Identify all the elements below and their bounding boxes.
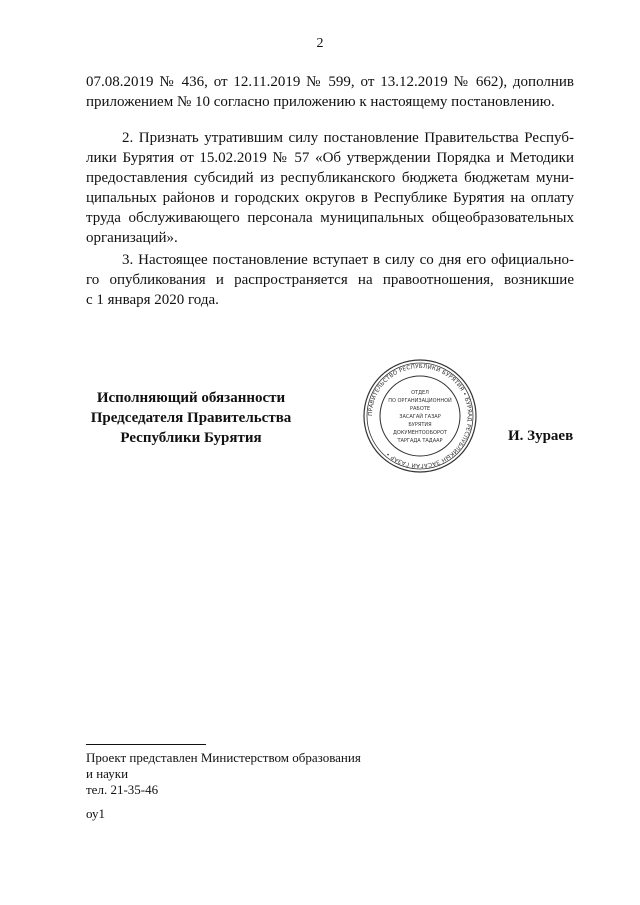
signatory-name: И. Зураев [508, 428, 574, 444]
signatory-title-line: Республики Бурятия [120, 430, 262, 446]
item-2-line: 2. Признать утратившим силу постановление Правительства Респуб- [122, 130, 574, 146]
footnote-line: Проект представлен Министерством образования [86, 750, 361, 765]
item-3-line: 3. Настоящее постановление вступает в силу со дня его официально- [122, 252, 574, 268]
seal-center-line: ПО ОРГАНИЗАЦИОННОЙ [388, 398, 452, 404]
item-2-line: предоставления субсидий из республиканского бюджета бюджетам муни- [86, 170, 574, 186]
seal-center-line: БУРЯТИЯ [408, 422, 432, 428]
signatory-title-line: Председателя Правительства [90, 410, 292, 426]
item-2-line: организаций». [86, 230, 178, 246]
item-3-line: с 1 января 2020 года. [86, 292, 219, 308]
body-line: 07.08.2019 № 436, от 12.11.2019 № 599, от 13.12.2019 № 662), дополнив [86, 74, 574, 90]
footnote-line: тел. 21-35-46 [86, 782, 159, 797]
seal-center-line: ТАРГАДА ТАДААР [397, 438, 443, 444]
body-line: приложением № 10 согласно приложению к настоящему постановлению. [86, 94, 555, 110]
item-2-line: труда обслуживающего персонала муниципальных общеобразовательных [86, 210, 574, 226]
seal-center-line: ОТДЕЛ [411, 390, 429, 396]
seal-ring-text: ПРАВИТЕЛЬСТВО РЕСПУБЛИКИ БУРЯТИЯ • БУРЯАД РЕСПУБЛИКЫН ЗАСАГАЙ ГАЗАР • [367, 363, 473, 469]
seal-center-line: ЗАСАГАЙ ГАЗАР [399, 414, 441, 420]
seal-center-line: ДОКУМЕНТООБОРОТ [393, 430, 447, 436]
footnote-divider [86, 744, 206, 745]
item-2-line: лики Бурятия от 15.02.2019 № 57 «Об утверждении Порядка и Методики [86, 150, 574, 166]
document-code: оу1 [86, 806, 106, 821]
official-seal [362, 358, 478, 474]
page-number: 2 [316, 36, 324, 51]
signatory-title-line: Исполняющий обязанности [96, 390, 286, 406]
item-3-line: го опубликования и распространяется на правоотношения, возникшие [86, 272, 574, 288]
item-2-line: ципальных районов и городских округов в Республике Бурятия на оплату [86, 190, 574, 206]
signatory-title [86, 388, 296, 448]
seal-center-line: РАБОТЕ [409, 406, 431, 412]
footnote-line: и науки [86, 766, 129, 781]
